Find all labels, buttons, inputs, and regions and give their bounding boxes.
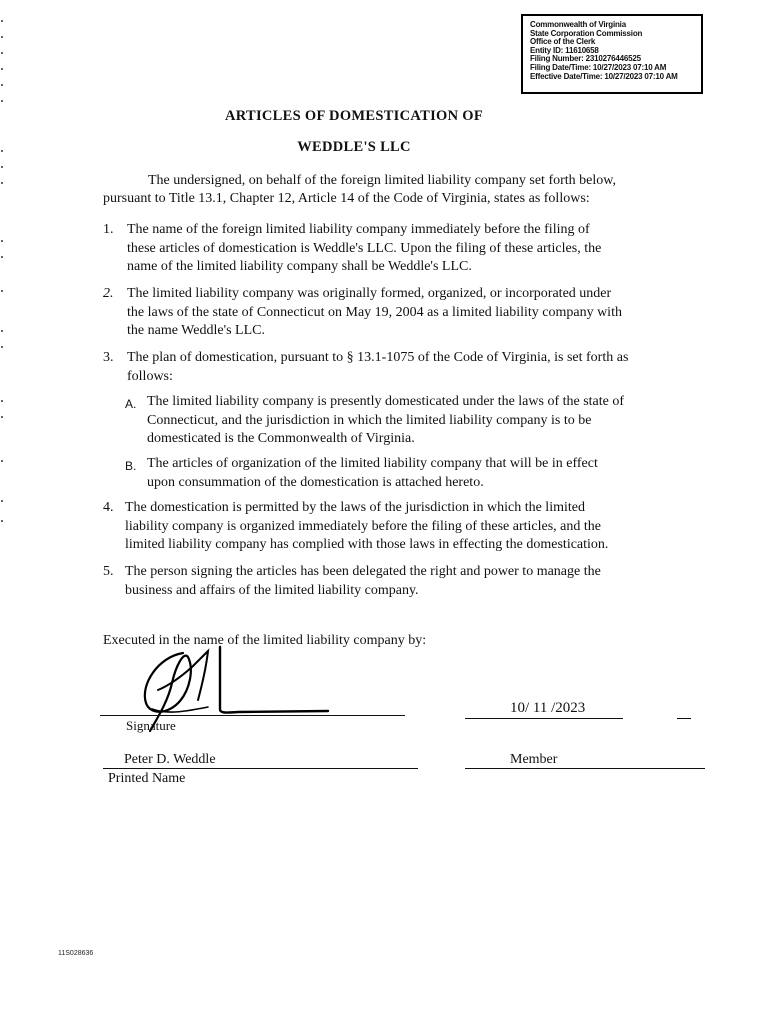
stamp-line: State Corporation Commission — [530, 28, 643, 38]
scan-edge-marks — [0, 0, 6, 560]
stamp-line: Commonwealth of Virginia — [530, 20, 626, 29]
stamp-line: Filing Number: 2310276446525 — [530, 54, 641, 64]
plan-subitem-a — [125, 393, 685, 451]
item-line: The name of the foreign limited liability company immediately before the filing of — [127, 222, 590, 237]
subitem-letter: B. — [125, 459, 137, 473]
item-number: 2. — [103, 286, 114, 301]
signature-label: Signature — [126, 718, 176, 733]
printed-name-value: Peter D. Weddle — [124, 752, 216, 767]
document-subtitle: WEDDLE'S LLC — [297, 139, 411, 155]
title-line — [465, 768, 705, 769]
item-line: the name Weddle's LLC. — [127, 323, 265, 338]
filing-stamp — [521, 14, 703, 94]
article-item-1 — [103, 221, 683, 281]
subitem-line: The limited liability company is presently domesticated under the laws of the state of — [147, 394, 625, 409]
item-line: liability company is organized immediately before the filing of these articles, and the — [125, 518, 601, 534]
item-number: 5. — [103, 564, 114, 579]
document-barcode-id: 11S028636 — [58, 950, 94, 957]
item-line: limited liability company has complied with those laws in effecting the domestication. — [125, 537, 609, 552]
executed-statement: Executed in the name of the limited liability company by: — [103, 633, 427, 648]
intro-line: pursuant to Title 13.1, Chapter 12, Article 14 of the Code of Virginia, states as follows: — [103, 191, 590, 206]
item-number: 4. — [103, 500, 114, 515]
subitem-line: upon consummation of the domestication is attached hereto. — [147, 474, 484, 490]
stamp-line: Office of the Clerk — [530, 37, 596, 47]
signature-line — [100, 715, 405, 716]
article-item-3 — [103, 349, 683, 389]
date-line — [465, 718, 623, 719]
article-item-4 — [103, 499, 683, 559]
item-line: The plan of domestication, pursuant to § 13.1-1075 of the Code of Virginia, is set forth as — [127, 350, 629, 365]
printed-name-label: Printed Name — [108, 771, 186, 786]
printed-name-line — [103, 768, 418, 769]
item-line: The limited liability company was originally formed, organized, or incorporated under — [127, 286, 612, 301]
subitem-line: domesticated is the Commonwealth of Virginia. — [147, 431, 415, 446]
date-line-end — [677, 718, 691, 719]
document-title: ARTICLES OF DOMESTICATION OF — [224, 108, 484, 124]
item-number: 1. — [103, 222, 114, 237]
item-line: these articles of domestication is Weddle's LLC. Upon the filing of these articles, the — [127, 240, 602, 256]
item-line: The person signing the articles has been delegated the right and power to manage the — [125, 564, 601, 579]
item-line: business and affairs of the limited liability company. — [125, 582, 419, 598]
subitem-line: Connecticut, and the jurisdiction in which the limited liability company is to be — [147, 412, 592, 428]
signature-date: 10/ 11 /2023 — [510, 700, 586, 716]
item-line: The domestication is permitted by the laws of the jurisdiction in which the limited — [125, 500, 585, 515]
item-line: name of the limited liability company shall be Weddle's LLC. — [127, 259, 472, 274]
stamp-line: Filing Date/Time: 10/27/2023 07:10 AM — [530, 62, 667, 72]
article-item-5 — [103, 563, 683, 603]
stamp-line: Effective Date/Time: 10/27/2023 07:10 AM — [530, 71, 678, 81]
member-title-value: Member — [510, 752, 558, 767]
subitem-line: The articles of organization of the limited liability company that will be in effect — [147, 456, 598, 471]
item-line: the laws of the state of Connecticut on May 19, 2004 as a limited liability company with — [127, 304, 622, 320]
item-line: follows: — [127, 368, 173, 384]
intro-line: The undersigned, on behalf of the foreign limited liability company set forth below, — [148, 173, 616, 188]
item-number: 3. — [103, 350, 114, 365]
stamp-line: Entity ID: 11610658 — [530, 45, 599, 55]
subitem-letter: A. — [125, 397, 137, 411]
article-item-2 — [103, 285, 683, 345]
plan-subitem-b — [125, 455, 685, 495]
